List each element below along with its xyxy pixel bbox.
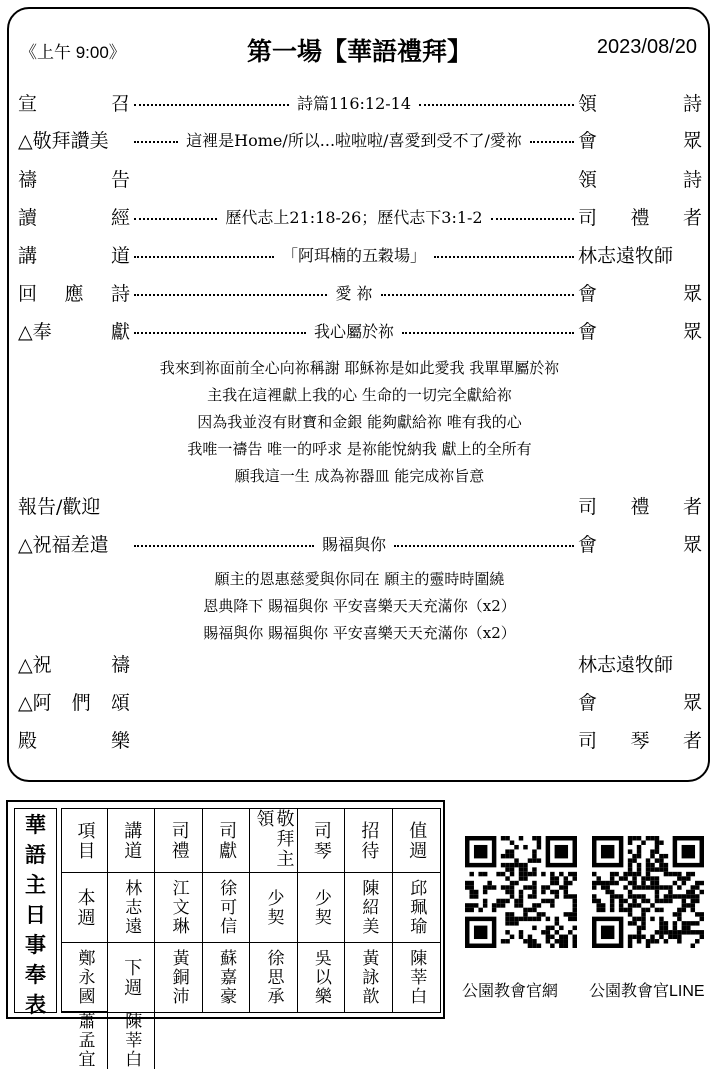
duty-name: 少契 <box>263 888 284 927</box>
dotted-leader <box>134 141 178 143</box>
dotted-leader <box>134 256 274 258</box>
order-item <box>18 126 130 153</box>
dotted-leader <box>419 104 574 106</box>
duty-header: 講道 <box>121 820 143 861</box>
dotted-leader <box>402 332 574 334</box>
duty-cell <box>298 809 345 873</box>
order-item-text: 樂 <box>110 729 130 752</box>
duty-cell <box>155 873 202 943</box>
duty-name: 黃詠歆 <box>358 949 379 1006</box>
order-content: 「阿珥楠的五穀場」 <box>282 245 427 265</box>
lyric-line: 因為我並沒有財寶和金銀 能夠獻給祢 唯有我的心 <box>197 413 522 431</box>
dotted-leader <box>134 104 289 106</box>
order-item-text: △祝福差遣 <box>18 533 109 556</box>
duty-cell <box>203 873 250 943</box>
duty-table-title <box>14 808 57 1017</box>
order-item-text: 報告/歡迎 <box>18 495 101 518</box>
qr-label-website: 公園教會官網 <box>462 983 559 1000</box>
order-content: 歷代志上21:18-26；歷代志下3:1-2 <box>225 207 483 227</box>
order-leader-text: 林志遠牧師 <box>578 653 674 676</box>
duty-header: 司獻 <box>216 820 238 861</box>
duty-header: 值週 <box>406 820 428 861</box>
order-row <box>18 122 702 156</box>
order-leader-text: 會 <box>578 533 598 556</box>
duty-cell <box>155 809 202 873</box>
order-leader-text: 者 <box>682 729 702 752</box>
duty-name: 少契 <box>310 888 331 927</box>
order-leader-text: 者 <box>682 206 702 229</box>
order-leader <box>578 492 702 519</box>
qr-code-icon[interactable] <box>465 836 577 948</box>
duty-cell <box>62 809 108 873</box>
dotted-leader <box>134 218 217 220</box>
order-item-text: 殿 <box>18 729 38 752</box>
order-leader-text: 琴 <box>630 729 650 752</box>
service-date: 2023/08/20 <box>596 36 697 58</box>
duty-cell <box>62 1012 108 1069</box>
next-week-label: 下週 <box>121 957 143 998</box>
order-item-text: △祝 <box>18 653 52 676</box>
order-leader <box>578 165 702 192</box>
order-row <box>18 526 702 560</box>
order-item-text: △阿 <box>18 691 52 714</box>
order-leader-text: 眾 <box>682 320 702 343</box>
order-leader-text: 司 <box>578 729 598 752</box>
dotted-leader <box>491 218 574 220</box>
duty-cell <box>345 943 392 1012</box>
order-leader-text: 領 <box>578 168 598 191</box>
dotted-leader <box>530 141 574 143</box>
order-item <box>18 165 130 192</box>
order-item <box>18 241 130 268</box>
duty-cell <box>203 943 250 1012</box>
duty-cell <box>203 809 250 873</box>
order-leader <box>578 317 702 344</box>
duty-name: 徐思承 <box>263 949 284 1006</box>
duty-header: 司琴 <box>310 820 332 861</box>
dotted-leader <box>134 332 306 334</box>
order-item-text: 詩 <box>110 282 130 305</box>
duty-title-char: 主 <box>25 872 46 897</box>
lyric-line: 願我這一生 成為祢器皿 能完成祢旨意 <box>234 467 485 485</box>
order-item-text: 講 <box>18 244 38 267</box>
duty-cell <box>345 809 392 873</box>
order-row <box>18 646 702 680</box>
order-leader-text: 司 <box>578 495 598 518</box>
order-leader-text: 林志遠牧師 <box>578 244 674 267</box>
order-leader-text: 者 <box>682 495 702 518</box>
order-item-text: 回 <box>18 282 38 305</box>
lyric-line: 我唯一禱告 唯一的呼求 是祢能悅納我 獻上的全所有 <box>187 440 532 458</box>
duty-cell <box>108 873 155 943</box>
duty-name: 陳莘白 <box>121 1012 142 1069</box>
duty-cell <box>393 809 440 873</box>
order-content: 這裡是Home/所以...啦啦啦/喜愛到受不了/愛祢 <box>186 130 522 150</box>
lyric-line: 主我在這裡獻上我的心 生命的一切完全獻給祢 <box>207 386 512 404</box>
duty-cell <box>250 809 297 873</box>
duty-cell <box>108 943 155 1012</box>
qr-label-line: 公園教會官LINE <box>589 983 705 1000</box>
order-leader-text: 詩 <box>682 92 702 115</box>
order-leader-text: 會 <box>578 691 598 714</box>
order-content: 我心屬於祢 <box>314 321 395 341</box>
lyric-line: 恩典降下 賜福與你 平安喜樂天天充滿你（x2） <box>203 597 516 615</box>
order-leader-text: 眾 <box>682 282 702 305</box>
duty-name: 蕭孟宜 <box>74 1012 95 1069</box>
qr-code-icon[interactable] <box>592 836 704 948</box>
dotted-leader <box>394 545 574 547</box>
duty-name: 蘇嘉豪 <box>216 949 237 1006</box>
order-leader <box>578 726 702 753</box>
order-item-text: 道 <box>110 244 130 267</box>
duty-header: 招待 <box>358 820 380 861</box>
order-row <box>18 275 702 309</box>
order-leader-text: 詩 <box>682 168 702 191</box>
duty-cell <box>62 873 108 943</box>
duty-table <box>6 800 445 1069</box>
duty-cell <box>155 943 202 1012</box>
order-row <box>18 161 702 195</box>
order-item-text: 經 <box>110 206 130 229</box>
duty-title-char: 日 <box>25 902 46 927</box>
order-row <box>18 85 702 119</box>
duty-cell <box>298 873 345 943</box>
duty-name: 徐可信 <box>216 879 237 936</box>
duty-header: 敬拜主領 <box>253 809 295 869</box>
duty-name: 吳以樂 <box>310 949 331 1006</box>
this-week-label: 本週 <box>74 887 96 928</box>
dotted-leader <box>381 294 574 296</box>
order-leader-text: 禮 <box>630 495 650 518</box>
order-content: 愛 祢 <box>335 283 373 303</box>
order-leader-text: 司 <box>578 206 598 229</box>
duty-cell <box>250 873 297 943</box>
order-item <box>18 530 130 557</box>
order-row <box>18 313 702 347</box>
duty-cell <box>250 943 297 1012</box>
duty-title-char: 華 <box>25 812 46 837</box>
duty-title-char: 奉 <box>25 962 46 987</box>
duty-title-char: 事 <box>25 932 46 957</box>
order-leader-text: 會 <box>578 129 598 152</box>
order-item-text: △奉 <box>18 320 52 343</box>
order-item-text: 告 <box>110 168 130 191</box>
order-content: 賜福與你 <box>322 534 387 554</box>
order-item-text: 禱 <box>18 168 38 191</box>
order-item <box>18 726 130 753</box>
order-row <box>18 237 702 271</box>
lyric-line: 我來到祢面前全心向祢稱謝 耶穌祢是如此愛我 我單單屬於祢 <box>159 359 560 377</box>
order-leader <box>578 650 702 677</box>
order-item-text: 禱 <box>110 653 130 676</box>
duty-cell <box>393 873 440 943</box>
order-item-text: 讀 <box>18 206 38 229</box>
lyric-line: 賜福與你 賜福與你 平安喜樂天天充滿你（x2） <box>203 624 516 642</box>
order-item <box>18 492 130 519</box>
order-leader <box>578 89 702 116</box>
duty-name: 鄭永國 <box>74 948 95 1006</box>
duty-title-char: 表 <box>25 992 46 1017</box>
duty-cell <box>298 943 345 1012</box>
blessing-lyrics <box>0 566 719 647</box>
duty-header: 項目 <box>74 820 96 861</box>
order-content: 詩篇116:12-14 <box>296 93 412 113</box>
order-item <box>18 203 130 230</box>
order-item-text: 召 <box>110 92 130 115</box>
order-item-text: 頌 <box>110 691 130 714</box>
order-item <box>18 89 130 116</box>
page-title: 第一場【華語禮拜】 <box>246 37 472 66</box>
duty-cell <box>62 943 108 1012</box>
duty-name: 邱珮瑜 <box>406 879 427 936</box>
offering-lyrics <box>0 355 719 490</box>
order-row <box>18 488 702 522</box>
order-row <box>18 722 702 756</box>
dotted-leader <box>434 256 574 258</box>
duty-cell <box>345 873 392 943</box>
order-leader-text: 會 <box>578 320 598 343</box>
order-item-text: 們 <box>71 691 91 714</box>
lyric-line: 願主的恩惠慈愛與你同在 願主的靈時時圍繞 <box>214 570 505 588</box>
order-item-text: 獻 <box>110 320 130 343</box>
duty-grid <box>61 808 441 1069</box>
dotted-leader <box>134 545 314 547</box>
order-item-text: △敬拜讚美 <box>18 129 109 152</box>
duty-name: 黃銅沛 <box>168 949 189 1006</box>
duty-name: 江文琳 <box>168 879 189 936</box>
order-leader <box>578 530 702 557</box>
order-leader-text: 領 <box>578 92 598 115</box>
order-item <box>18 317 130 344</box>
order-leader <box>578 203 702 230</box>
order-item <box>18 688 130 715</box>
order-leader <box>578 241 702 268</box>
order-item <box>18 650 130 677</box>
order-item-text: 應 <box>64 282 84 305</box>
order-item <box>18 279 130 306</box>
duty-name: 林志遠 <box>121 879 142 936</box>
duty-name: 陳莘白 <box>406 949 427 1006</box>
order-leader-text: 眾 <box>682 691 702 714</box>
duty-name: 陳紹美 <box>358 879 379 936</box>
order-leader-text: 會 <box>578 282 598 305</box>
order-leader <box>578 126 702 153</box>
order-leader-text: 禮 <box>630 206 650 229</box>
duty-cell <box>393 943 440 1012</box>
order-leader <box>578 279 702 306</box>
duty-cell <box>108 809 155 873</box>
service-time: 《上午 9:00》 <box>20 43 126 62</box>
order-row <box>18 199 702 233</box>
duty-header: 司禮 <box>168 820 190 861</box>
order-item-text: 宣 <box>18 92 38 115</box>
duty-cell <box>108 1012 155 1069</box>
order-row <box>18 684 702 718</box>
order-leader-text: 眾 <box>682 129 702 152</box>
order-leader <box>578 688 702 715</box>
dotted-leader <box>134 294 327 296</box>
order-leader-text: 眾 <box>682 533 702 556</box>
duty-title-char: 語 <box>25 842 46 867</box>
